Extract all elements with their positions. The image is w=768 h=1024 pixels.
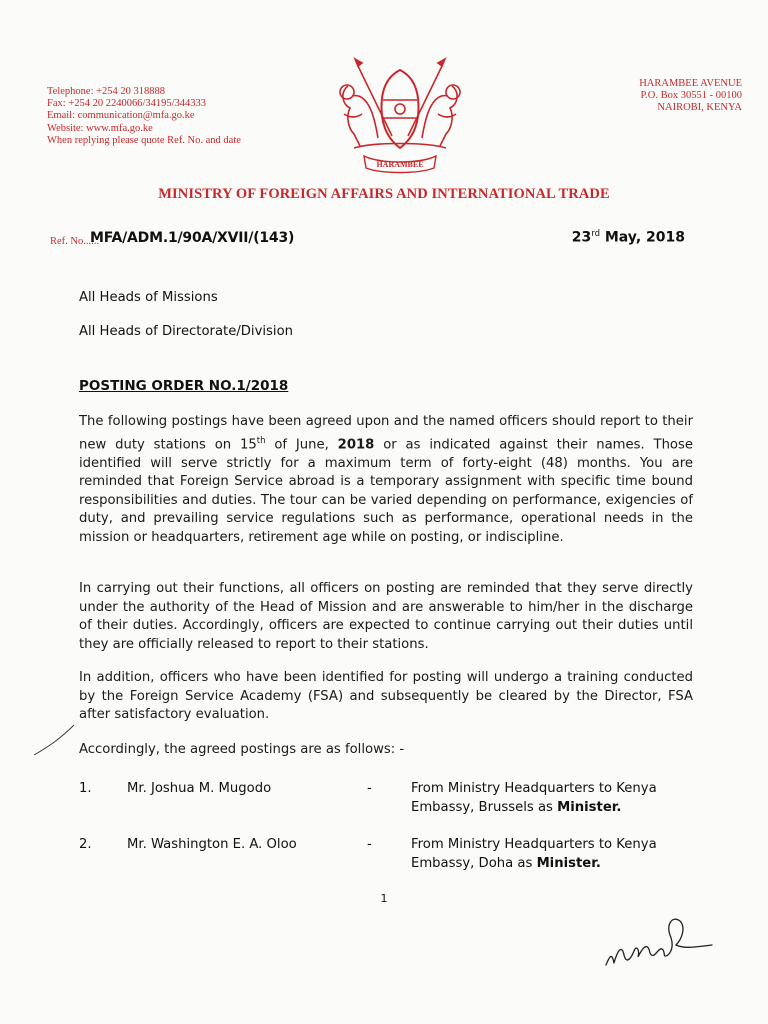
reply-instruction-line: When replying please quote Ref. No. and date	[47, 134, 241, 146]
address-block	[639, 78, 742, 115]
letter-date	[572, 229, 685, 246]
officer-name: Mr. Joshua M. Mugodo	[127, 781, 272, 796]
website-line: Website: www.mfa.go.ke	[47, 122, 153, 134]
list-item	[79, 836, 699, 876]
posting-destination: From Ministry Headquarters to Kenya Embassy, Doha as Minister.	[411, 837, 657, 871]
posting-number: 2.	[79, 837, 92, 852]
posting-number: 1.	[79, 781, 92, 796]
ref-label: Ref. No......	[50, 236, 99, 247]
pen-mark-icon	[30, 705, 80, 760]
document-title: POSTING ORDER NO.1/2018	[79, 378, 289, 394]
paragraph-3: In addition, officers who have been identified for posting will undergo a training conducted by the Foreign Service Academy (FSA) and subsequently be cleared by the Director, FSA after satisfactory evaluation.	[79, 670, 693, 723]
coat-of-arms-icon	[330, 56, 470, 174]
officer-name: Mr. Washington E. A. Oloo	[127, 837, 297, 852]
separator-dash: -	[367, 837, 372, 852]
addressee-missions: All Heads of Missions	[79, 290, 218, 305]
contact-block	[47, 86, 241, 147]
paragraph-1: The following postings have been agreed upon and the named officers should report to their new duty stations on 15th of June, 2018 or as indicated against their names. Those identified will serve strictly for a maximum term of forty-eight (48) months. You are reminded that Foreign Service abroad is a temporary assignment with specific time bound responsibilities and duties. The tour can be varied depending on performance, exigencies of duty, and prevailing service regulations such as performance, operational needs in the mission or headquarters, retirement age while on posting, or indiscipline.	[79, 414, 693, 545]
page-number: 1	[380, 892, 388, 905]
separator-dash: -	[367, 781, 372, 796]
paragraph-4: Accordingly, the agreed postings are as follows: -	[79, 742, 405, 757]
fax-line: Fax: +254 20 2240066/34195/344333	[47, 98, 207, 110]
ministry-name: MINISTRY OF FOREIGN AFFAIRS AND INTERNATIONAL TRADE	[158, 186, 610, 202]
date-suffix: rd	[591, 229, 600, 239]
date-day: 23	[571, 229, 592, 246]
telephone-line: Telephone: +254 20 318888	[47, 86, 166, 97]
paragraph-2: In carrying out their functions, all officers on posting are reminded that they serve directly under the authority of the Head of Mission and are answerable to him/her in the discharge of their duties. Accordingly, officers are expected to continue carrying out their duties until they are officially released to report to their stations.	[79, 581, 693, 652]
posting-destination: From Ministry Headquarters to Kenya Embassy, Brussels as Minister.	[411, 781, 657, 815]
crest-motto: HARAMBEE	[376, 160, 424, 169]
addressee-directorates: All Heads of Directorate/Division	[79, 324, 294, 339]
list-item	[79, 780, 699, 820]
address-pobox: P.O. Box 30551 - 00100	[640, 90, 742, 102]
address-city: NAIROBI, KENYA	[657, 102, 742, 114]
date-month-year: May, 2018	[599, 229, 685, 246]
address-street: HARAMBEE AVENUE	[639, 78, 742, 89]
signature-icon	[600, 905, 720, 980]
email-line: Email: communication@mfa.go.ke	[47, 110, 195, 122]
ref-number: MFA/ADM.1/90A/XVII/(143)	[90, 230, 295, 246]
